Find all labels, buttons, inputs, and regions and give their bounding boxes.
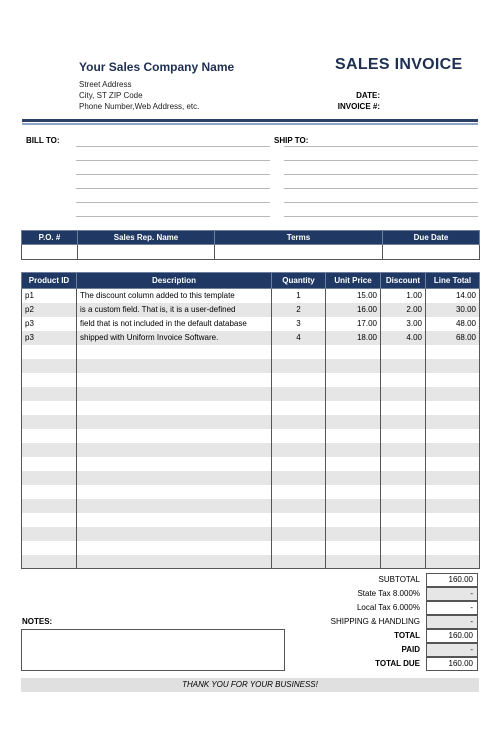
bill-to-label: BILL TO: [26, 136, 60, 145]
empty-cell[interactable] [272, 457, 326, 471]
terms-cell[interactable] [215, 245, 383, 260]
unit-price-header: Unit Price [326, 273, 381, 289]
empty-cell[interactable] [272, 541, 326, 555]
empty-cell[interactable] [426, 541, 480, 555]
header-rule [22, 119, 478, 122]
empty-cell[interactable] [77, 457, 272, 471]
quantity-cell[interactable]: 3 [272, 317, 326, 331]
empty-cell[interactable] [22, 401, 77, 415]
unit-price-cell[interactable]: 16.00 [326, 303, 381, 317]
quantity-cell[interactable]: 2 [272, 303, 326, 317]
empty-cell[interactable] [272, 499, 326, 513]
invoice-title: SALES INVOICE [335, 56, 463, 73]
empty-cell[interactable] [326, 471, 381, 485]
empty-cell[interactable] [326, 541, 381, 555]
line-items-body [22, 289, 480, 569]
empty-cell[interactable] [77, 401, 272, 415]
empty-cell[interactable] [22, 443, 77, 457]
order-info-table [21, 230, 480, 260]
empty-table-row[interactable] [22, 359, 480, 373]
ship-to-line[interactable] [284, 188, 478, 189]
empty-cell[interactable] [77, 443, 272, 457]
empty-cell[interactable] [381, 345, 426, 359]
empty-table-row[interactable] [22, 485, 480, 499]
company-contact: Phone Number,Web Address, etc. [79, 102, 200, 111]
company-name: Your Sales Company Name [79, 60, 235, 74]
description-header: Description [77, 273, 272, 289]
bill-to-line[interactable] [76, 202, 270, 203]
empty-table-row[interactable] [22, 457, 480, 471]
empty-cell[interactable] [381, 513, 426, 527]
empty-cell[interactable] [22, 415, 77, 429]
empty-cell[interactable] [77, 541, 272, 555]
description-cell[interactable]: field that is not included in the default database [77, 317, 272, 331]
empty-cell[interactable] [272, 429, 326, 443]
company-street: Street Address [79, 80, 132, 89]
empty-cell[interactable] [22, 541, 77, 555]
empty-cell[interactable] [381, 443, 426, 457]
subtotal-value: 160.00 [426, 573, 478, 587]
empty-cell[interactable] [272, 373, 326, 387]
paid-label: PAID [401, 645, 420, 654]
header-rule-accent [22, 123, 478, 125]
empty-cell[interactable] [77, 527, 272, 541]
empty-cell[interactable] [272, 443, 326, 457]
notes-label: NOTES: [22, 617, 53, 626]
empty-cell[interactable] [272, 485, 326, 499]
empty-cell[interactable] [426, 443, 480, 457]
empty-cell[interactable] [326, 401, 381, 415]
state-tax-value: - [426, 587, 478, 601]
empty-cell[interactable] [326, 555, 381, 569]
line-items-table [21, 272, 480, 569]
product-id-cell[interactable]: p3 [22, 331, 77, 345]
empty-cell[interactable] [77, 345, 272, 359]
product-id-header: Product ID [22, 273, 77, 289]
empty-cell[interactable] [326, 387, 381, 401]
product-id-cell[interactable]: p3 [22, 317, 77, 331]
bill-to-line[interactable] [76, 188, 270, 189]
state-tax-label: State Tax 8.000% [357, 589, 420, 598]
empty-cell[interactable] [326, 415, 381, 429]
empty-cell[interactable] [22, 387, 77, 401]
total-label: TOTAL [394, 631, 420, 640]
empty-cell[interactable] [22, 359, 77, 373]
empty-cell[interactable] [381, 401, 426, 415]
empty-cell[interactable] [22, 513, 77, 527]
empty-cell[interactable] [272, 471, 326, 485]
empty-cell[interactable] [426, 429, 480, 443]
subtotal-label: SUBTOTAL [378, 575, 420, 584]
description-cell[interactable]: is a custom field. That is, it is a user-defined [77, 303, 272, 317]
line-total-cell: 48.00 [426, 317, 480, 331]
empty-cell[interactable] [426, 457, 480, 471]
terms-header: Terms [215, 231, 383, 245]
empty-cell[interactable] [77, 429, 272, 443]
empty-cell[interactable] [326, 527, 381, 541]
empty-cell[interactable] [381, 457, 426, 471]
quantity-header: Quantity [272, 273, 326, 289]
empty-cell[interactable] [426, 527, 480, 541]
due-date-header: Due Date [383, 231, 480, 245]
empty-cell[interactable] [22, 555, 77, 569]
empty-cell[interactable] [381, 429, 426, 443]
empty-cell[interactable] [426, 387, 480, 401]
empty-cell[interactable] [77, 415, 272, 429]
invoice-number-label: INVOICE #: [337, 102, 380, 111]
bill-to-line[interactable] [76, 160, 270, 161]
bill-to-line[interactable] [76, 146, 270, 147]
empty-cell[interactable] [326, 457, 381, 471]
unit-price-cell[interactable]: 17.00 [326, 317, 381, 331]
date-label: DATE: [356, 91, 380, 100]
empty-cell[interactable] [22, 471, 77, 485]
quantity-cell[interactable]: 1 [272, 289, 326, 303]
empty-cell[interactable] [426, 555, 480, 569]
total-due-label: TOTAL DUE [375, 659, 420, 668]
table-row[interactable] [22, 331, 480, 345]
ship-to-line[interactable] [284, 202, 478, 203]
table-row[interactable] [22, 303, 480, 317]
empty-cell[interactable] [326, 443, 381, 457]
empty-cell[interactable] [272, 415, 326, 429]
empty-cell[interactable] [381, 387, 426, 401]
ship-to-line[interactable] [284, 146, 478, 147]
unit-price-cell[interactable]: 15.00 [326, 289, 381, 303]
empty-cell[interactable] [381, 499, 426, 513]
line-total-header: Line Total [426, 273, 480, 289]
total-value: 160.00 [426, 629, 478, 643]
empty-cell[interactable] [326, 345, 381, 359]
empty-cell[interactable] [326, 499, 381, 513]
empty-cell[interactable] [22, 527, 77, 541]
empty-cell[interactable] [272, 513, 326, 527]
empty-cell[interactable] [77, 387, 272, 401]
paid-value[interactable]: - [426, 643, 478, 657]
empty-cell[interactable] [22, 499, 77, 513]
empty-cell[interactable] [426, 373, 480, 387]
sales-rep-cell[interactable] [78, 245, 215, 260]
empty-cell[interactable] [22, 457, 77, 471]
empty-cell[interactable] [272, 359, 326, 373]
line-total-cell: 14.00 [426, 289, 480, 303]
line-total-cell: 68.00 [426, 331, 480, 345]
shipping-value[interactable]: - [426, 615, 478, 629]
empty-cell[interactable] [77, 555, 272, 569]
notes-field[interactable] [21, 629, 285, 671]
thank-you-footer: THANK YOU FOR YOUR BUSINESS! [21, 678, 479, 692]
description-cell[interactable]: shipped with Uniform Invoice Software. [77, 331, 272, 345]
empty-cell[interactable] [22, 485, 77, 499]
shipping-label: SHIPPING & HANDLING [330, 617, 420, 626]
empty-cell[interactable] [326, 513, 381, 527]
due-date-cell[interactable] [383, 245, 480, 260]
empty-cell[interactable] [426, 401, 480, 415]
po-number-header: P.O. # [22, 231, 78, 245]
ship-to-label: SHIP TO: [274, 136, 309, 145]
discount-cell[interactable]: 1.00 [381, 289, 426, 303]
empty-table-row[interactable] [22, 415, 480, 429]
ship-to-line[interactable] [284, 174, 478, 175]
ship-to-line[interactable] [284, 216, 478, 217]
table-row[interactable] [22, 317, 480, 331]
empty-cell[interactable] [326, 429, 381, 443]
discount-cell[interactable]: 2.00 [381, 303, 426, 317]
empty-cell[interactable] [77, 499, 272, 513]
empty-cell[interactable] [426, 471, 480, 485]
empty-table-row[interactable] [22, 373, 480, 387]
empty-table-row[interactable] [22, 513, 480, 527]
empty-cell[interactable] [381, 373, 426, 387]
empty-table-row[interactable] [22, 471, 480, 485]
company-city: City, ST ZIP Code [79, 91, 143, 100]
ship-to-line[interactable] [284, 160, 478, 161]
empty-table-row[interactable] [22, 541, 480, 555]
empty-cell[interactable] [381, 555, 426, 569]
empty-cell[interactable] [326, 359, 381, 373]
total-due-value: 160.00 [426, 657, 478, 671]
empty-table-row[interactable] [22, 387, 480, 401]
empty-cell[interactable] [272, 401, 326, 415]
empty-cell[interactable] [381, 485, 426, 499]
empty-cell[interactable] [77, 373, 272, 387]
empty-cell[interactable] [426, 415, 480, 429]
empty-cell[interactable] [77, 513, 272, 527]
empty-cell[interactable] [381, 471, 426, 485]
discount-header: Discount [381, 273, 426, 289]
empty-table-row[interactable] [22, 555, 480, 569]
empty-cell[interactable] [272, 527, 326, 541]
sales-rep-header: Sales Rep. Name [78, 231, 215, 245]
bill-to-line[interactable] [76, 216, 270, 217]
po-number-cell[interactable] [22, 245, 78, 260]
empty-table-row[interactable] [22, 345, 480, 359]
empty-cell[interactable] [381, 527, 426, 541]
empty-cell[interactable] [326, 485, 381, 499]
empty-table-row[interactable] [22, 429, 480, 443]
product-id-cell[interactable]: p1 [22, 289, 77, 303]
empty-cell[interactable] [426, 485, 480, 499]
empty-cell[interactable] [381, 415, 426, 429]
empty-cell[interactable] [326, 373, 381, 387]
empty-table-row[interactable] [22, 527, 480, 541]
empty-table-row[interactable] [22, 499, 480, 513]
empty-cell[interactable] [77, 485, 272, 499]
empty-cell[interactable] [272, 345, 326, 359]
empty-cell[interactable] [426, 359, 480, 373]
table-row[interactable] [22, 289, 480, 303]
empty-cell[interactable] [22, 373, 77, 387]
discount-cell[interactable]: 3.00 [381, 317, 426, 331]
empty-cell[interactable] [426, 513, 480, 527]
empty-table-row[interactable] [22, 443, 480, 457]
empty-cell[interactable] [272, 555, 326, 569]
local-tax-label: Local Tax 6.000% [356, 603, 420, 612]
empty-cell[interactable] [272, 387, 326, 401]
empty-cell[interactable] [381, 359, 426, 373]
local-tax-value: - [426, 601, 478, 615]
quantity-cell[interactable]: 4 [272, 331, 326, 345]
unit-price-cell[interactable]: 18.00 [326, 331, 381, 345]
empty-cell[interactable] [381, 541, 426, 555]
empty-cell[interactable] [77, 471, 272, 485]
empty-cell[interactable] [22, 345, 77, 359]
bill-to-line[interactable] [76, 174, 270, 175]
product-id-cell[interactable]: p2 [22, 303, 77, 317]
empty-cell[interactable] [426, 499, 480, 513]
empty-cell[interactable] [77, 359, 272, 373]
empty-table-row[interactable] [22, 401, 480, 415]
description-cell[interactable]: The discount column added to this template [77, 289, 272, 303]
discount-cell[interactable]: 4.00 [381, 331, 426, 345]
empty-cell[interactable] [426, 345, 480, 359]
empty-cell[interactable] [22, 429, 77, 443]
line-total-cell: 30.00 [426, 303, 480, 317]
